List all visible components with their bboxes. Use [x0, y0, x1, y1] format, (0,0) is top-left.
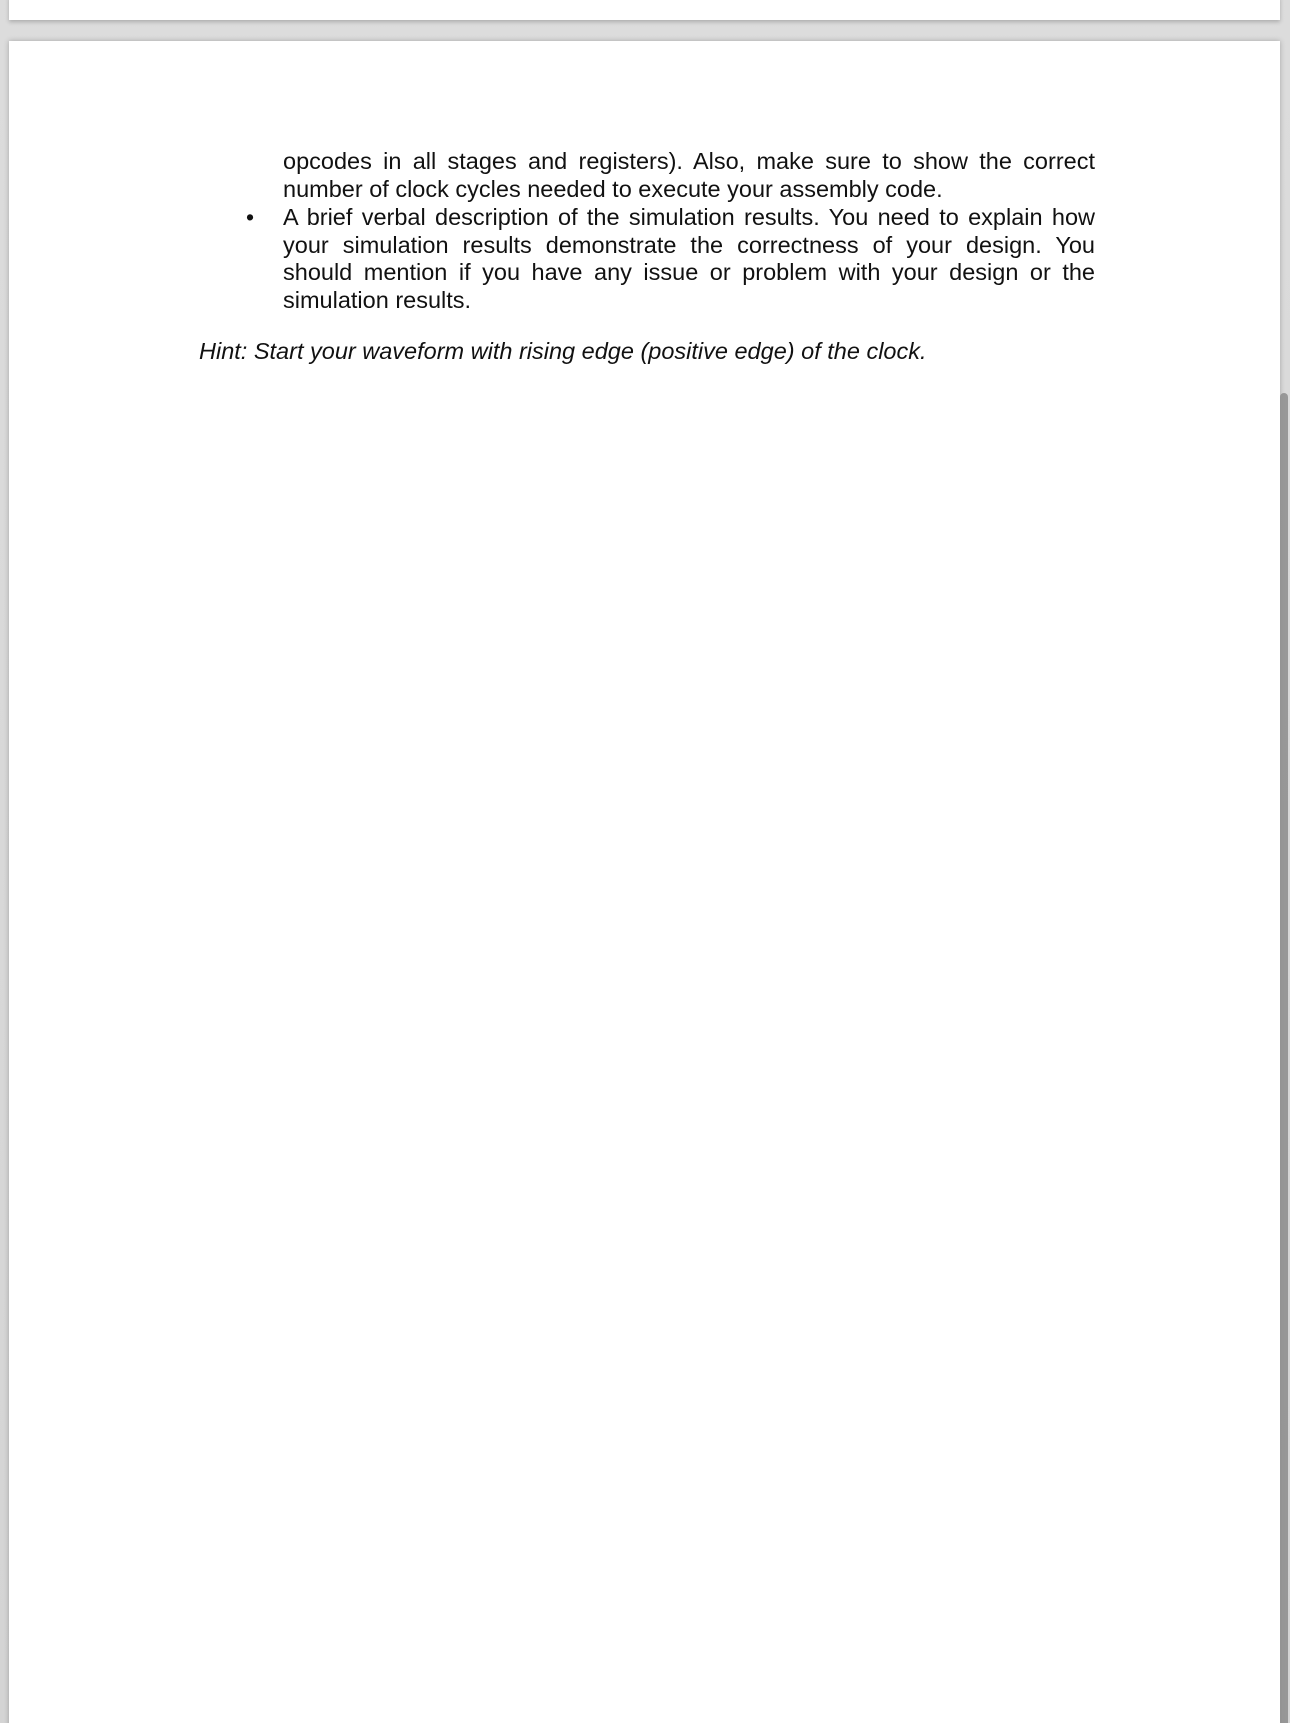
- vertical-scrollbar[interactable]: [1278, 41, 1290, 1723]
- continued-bullet-text: opcodes in all stages and registers). Also, make sure to show the correct number of clock cycles needed to execute your assembly code.: [283, 148, 1095, 202]
- scrollbar-thumb[interactable]: [1280, 393, 1288, 1723]
- bullet-text: A brief verbal description of the simulation results. You need to explain how your simulation results demonstrate the correctness of your design. You should mention if you have any issue or problem with your design or the simulation results.: [283, 204, 1095, 313]
- previous-page-edge: [9, 0, 1280, 20]
- hint-text: Hint: Start your waveform with rising edge (positive edge) of the clock.: [199, 338, 927, 364]
- document-page: [9, 41, 1280, 1723]
- bullet-marker: •: [246, 204, 255, 230]
